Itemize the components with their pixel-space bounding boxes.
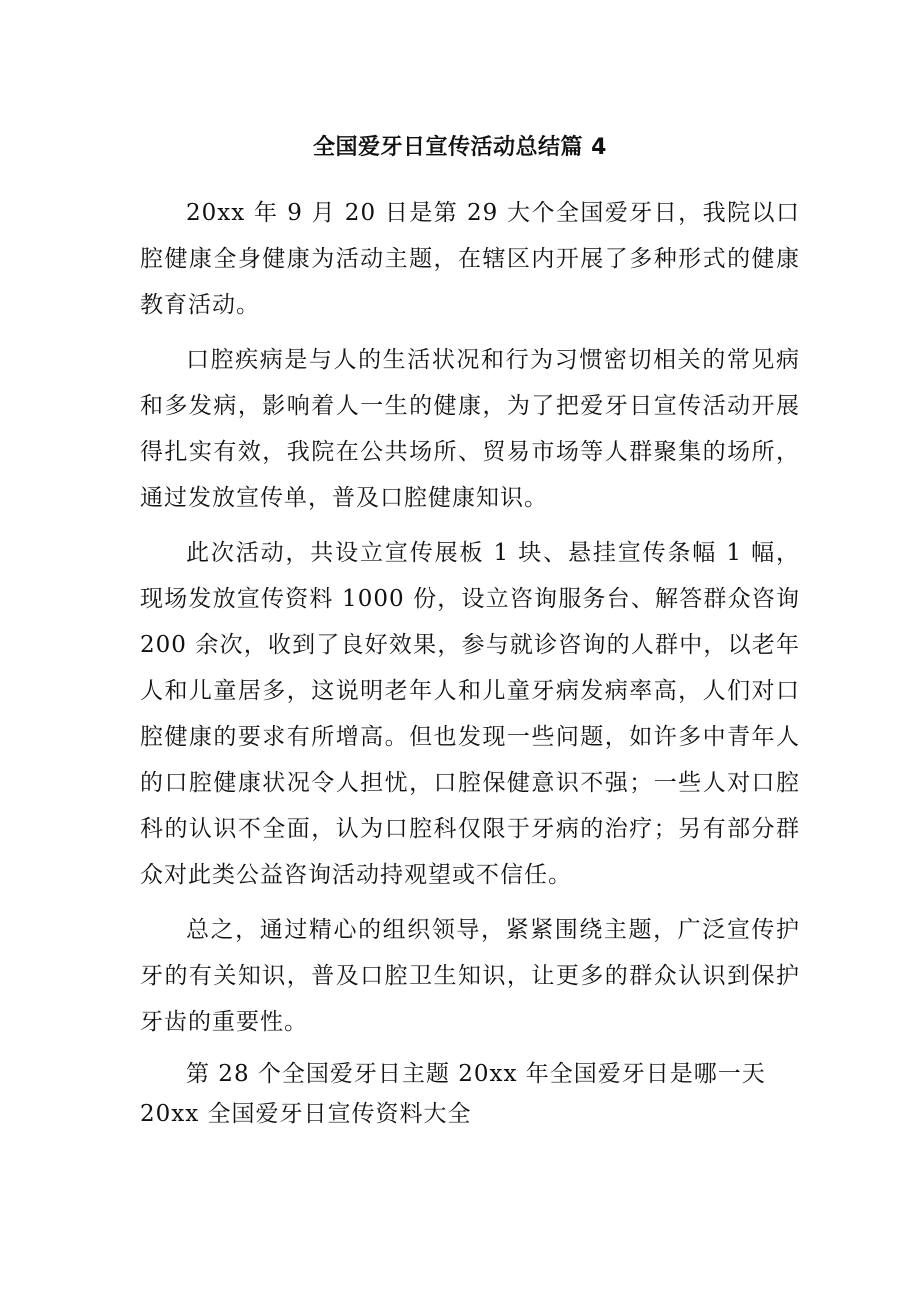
paragraph-oral-disease: 口腔疾病是与人的生活状况和行为习惯密切相关的常见病和多发病，影响着人一生的健康，为了把爱牙日宣传活动开展得扎实有效，我院在公共场所、贸易市场等人群聚集的场所，通过发放宣传单，普及口腔健康知识。 <box>140 347 800 511</box>
paragraph-activity-results: 此次活动，共设立宣传展板 1 块、悬挂宣传条幅 1 幅，现场发放宣传资料 1000 份，设立咨询服务台、解答群众咨询 200 余次，收到了良好效果，参与就诊咨询的人群中，以老年人和儿童居多，这说明老年人和儿童牙病发病率高，人们对口腔健康的要求有所增高。但也发现一些问题，如许多中青年人的口腔健康状况令人担忧，口腔保健意识不强；一些人对口腔科的认识不全面，认为口腔科仅限于牙病的治疗；另有部分群众对此类公益咨询活动持观望或不信任。 <box>140 540 800 888</box>
document-title: 全国爱牙日宣传活动总结篇 4 <box>313 135 607 160</box>
paragraph-conclusion: 总之，通过精心的组织领导，紧紧围绕主题，广泛宣传护牙的有关知识，普及口腔卫生知识，让更多的群众认识到保护牙齿的重要性。 <box>140 917 800 1035</box>
related-item: 20xx 全国爱牙日宣传资料大全 <box>140 1101 472 1127</box>
related-item: 第 28 个全国爱牙日主题 20xx 年全国爱牙日是哪一天 <box>186 1061 766 1087</box>
document-body <box>140 190 800 1134</box>
paragraph-intro: 20xx 年 9 月 20 日是第 29 大个全国爱牙日，我院以口腔健康全身健康为活动主题，在辖区内开展了多种形式的健康教育活动。 <box>140 200 800 318</box>
related-links <box>140 1054 800 1134</box>
